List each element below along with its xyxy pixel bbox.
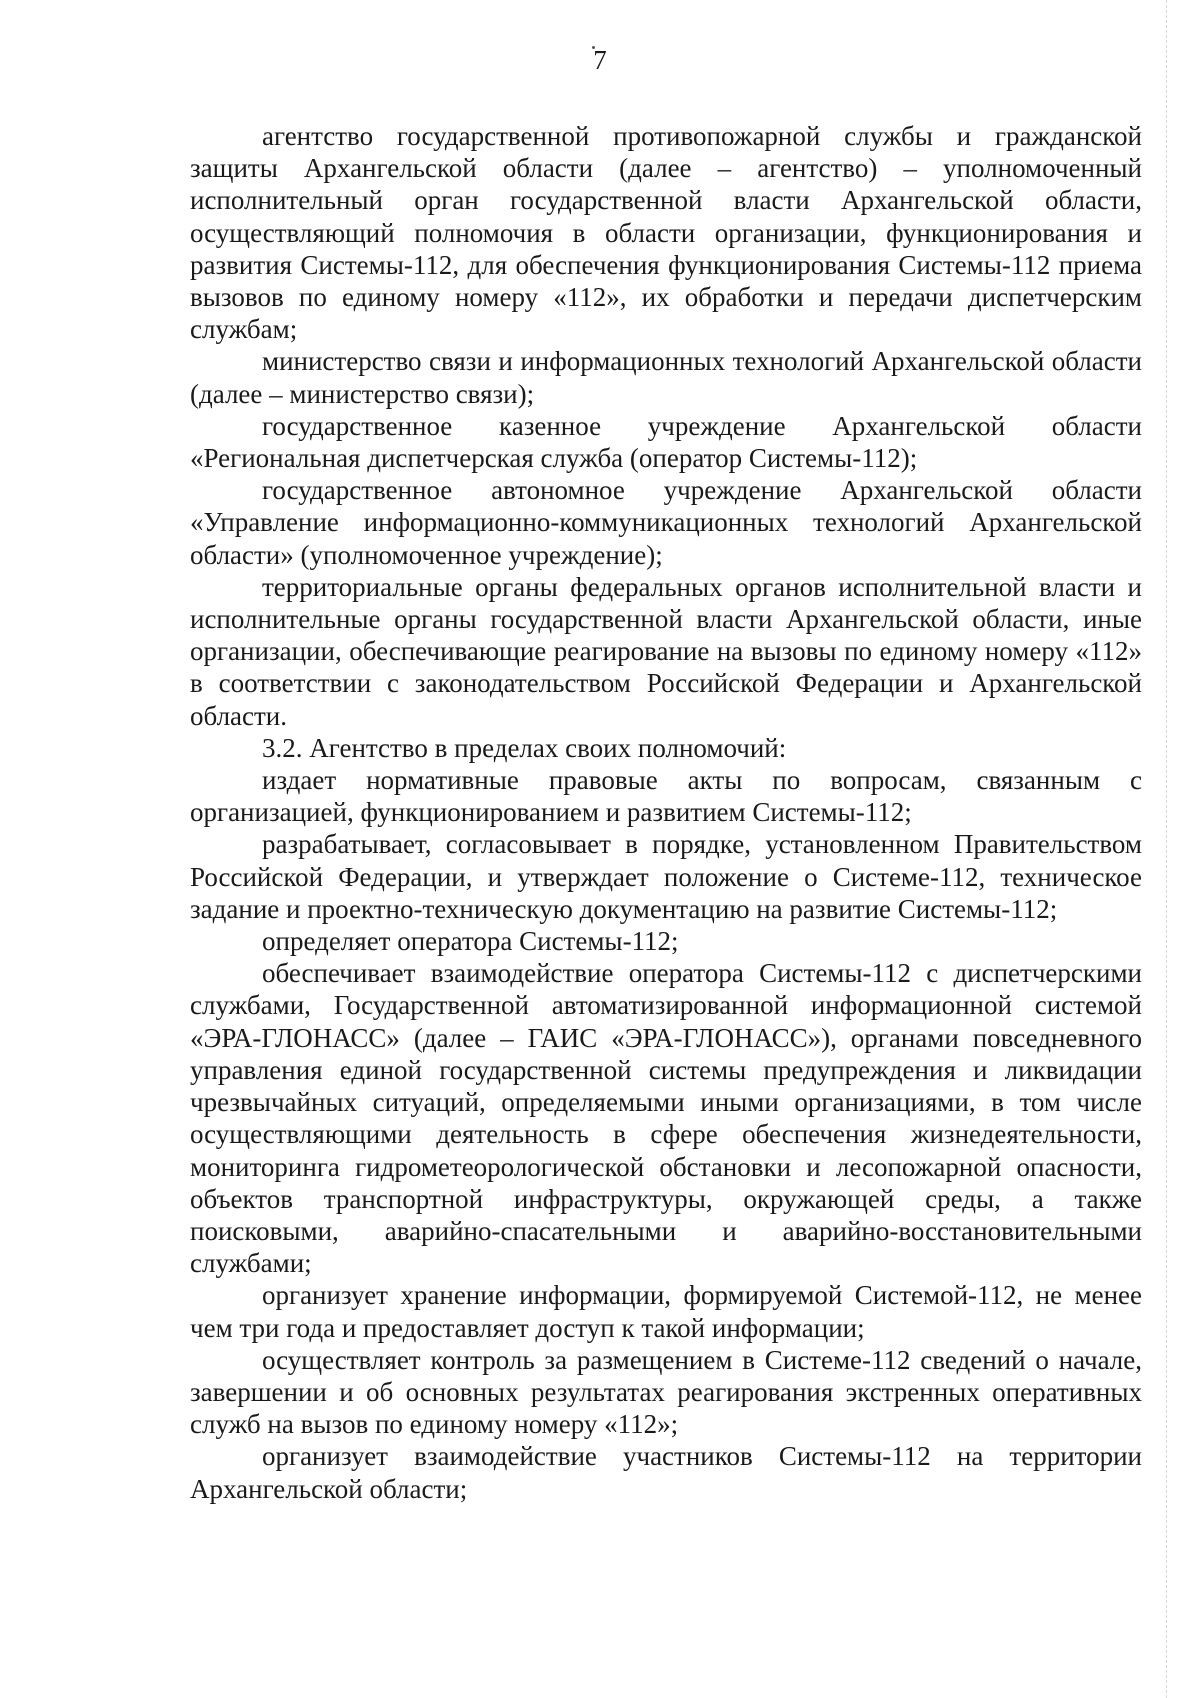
list-item-develops-documentation: разрабатывает, согласовывает в порядке, установленном Правительством Российской Федерации, и утверждает положение о Системе-112, техническое задание и проектно-техническую документацию на развитие Системы-112; xyxy=(190,829,1142,924)
list-item-organizes-storage: организует хранение информации, формируемой Системой-112, не менее чем три года и предоставляет доступ к такой информации; xyxy=(190,1280,1142,1343)
list-item-organizes-interaction: организует взаимодействие участников Системы-112 на территории Архангельской области; xyxy=(190,1441,1142,1504)
scan-fold-line xyxy=(1166,0,1167,1698)
list-item-ensures-interaction: обеспечивает взаимодействие оператора Системы-112 с диспетчерскими службами, Государственной автоматизированной информационной системой «ЭРА-ГЛОНАСС» (далее – ГАИС «ЭРА-ГЛОНАСС»), органами повседневного управления единой государственной системы предупреждения и ликвидации чрезвычайных ситуаций, определяемыми иными организациями, в том числе осуществляющими деятельность в сфере обеспечения жизнедеятельности, мониторинга гидрометеорологической обстановки и лесопожарной опасности, объектов транспортной инфраструктуры, окружающей среды, а также поисковыми, аварийно-спасательными и аварийно-восстановительными службами; xyxy=(190,958,1142,1279)
document-body xyxy=(190,120,1142,1505)
paragraph-agency-definition: агентство государственной противопожарной службы и гражданской защиты Архангельской области (далее – агентство) – уполномоченный исполнительный орган государственной власти Архангельской области, осуществляющий полномочия в области организации, функционирования и развития Системы-112, для обеспечения функционирования Системы-112 приема вызовов по единому номеру «112», их обработки и передачи диспетчерским службам; xyxy=(190,121,1142,345)
section-heading-3-2: 3.2. Агентство в пределах своих полномочий: xyxy=(262,732,787,763)
list-item-determines-operator: определяет оператора Системы-112; xyxy=(262,926,679,957)
paragraph-regional-dispatch-service: государственное казенное учреждение Архангельской области «Региональная диспетчерская служба (оператор Системы-112); xyxy=(190,410,1142,474)
paragraph-ministry-of-communications: министерство связи и информационных технологий Архангельской области (далее – министерство связи); xyxy=(190,346,1142,409)
list-item-issues-acts: издает нормативные правовые акты по вопросам, связанным с организацией, функционированием и развитием Системы-112; xyxy=(190,765,1142,828)
paragraph-territorial-bodies: территориальные органы федеральных органов исполнительной власти и исполнительные органы государственной власти Архангельской области, иные организации, обеспечивающие реагирование на вызовы по единому номеру «112» в соответствии с законодательством Российской Федерации и Архангельской области. xyxy=(190,571,1142,731)
paragraph-ict-authority: государственное автономное учреждение Архангельской области «Управление информационно-коммуникационных технологий Архангельской области» (уполномоченное учреждение); xyxy=(190,475,1142,570)
list-item-controls-placement: осуществляет контроль за размещением в Системе-112 сведений о начале, завершении и об основных результатах реагирования экстренных оперативных служб на вызов по единому номеру «112»; xyxy=(190,1344,1142,1440)
page-number: 7 xyxy=(593,45,607,75)
